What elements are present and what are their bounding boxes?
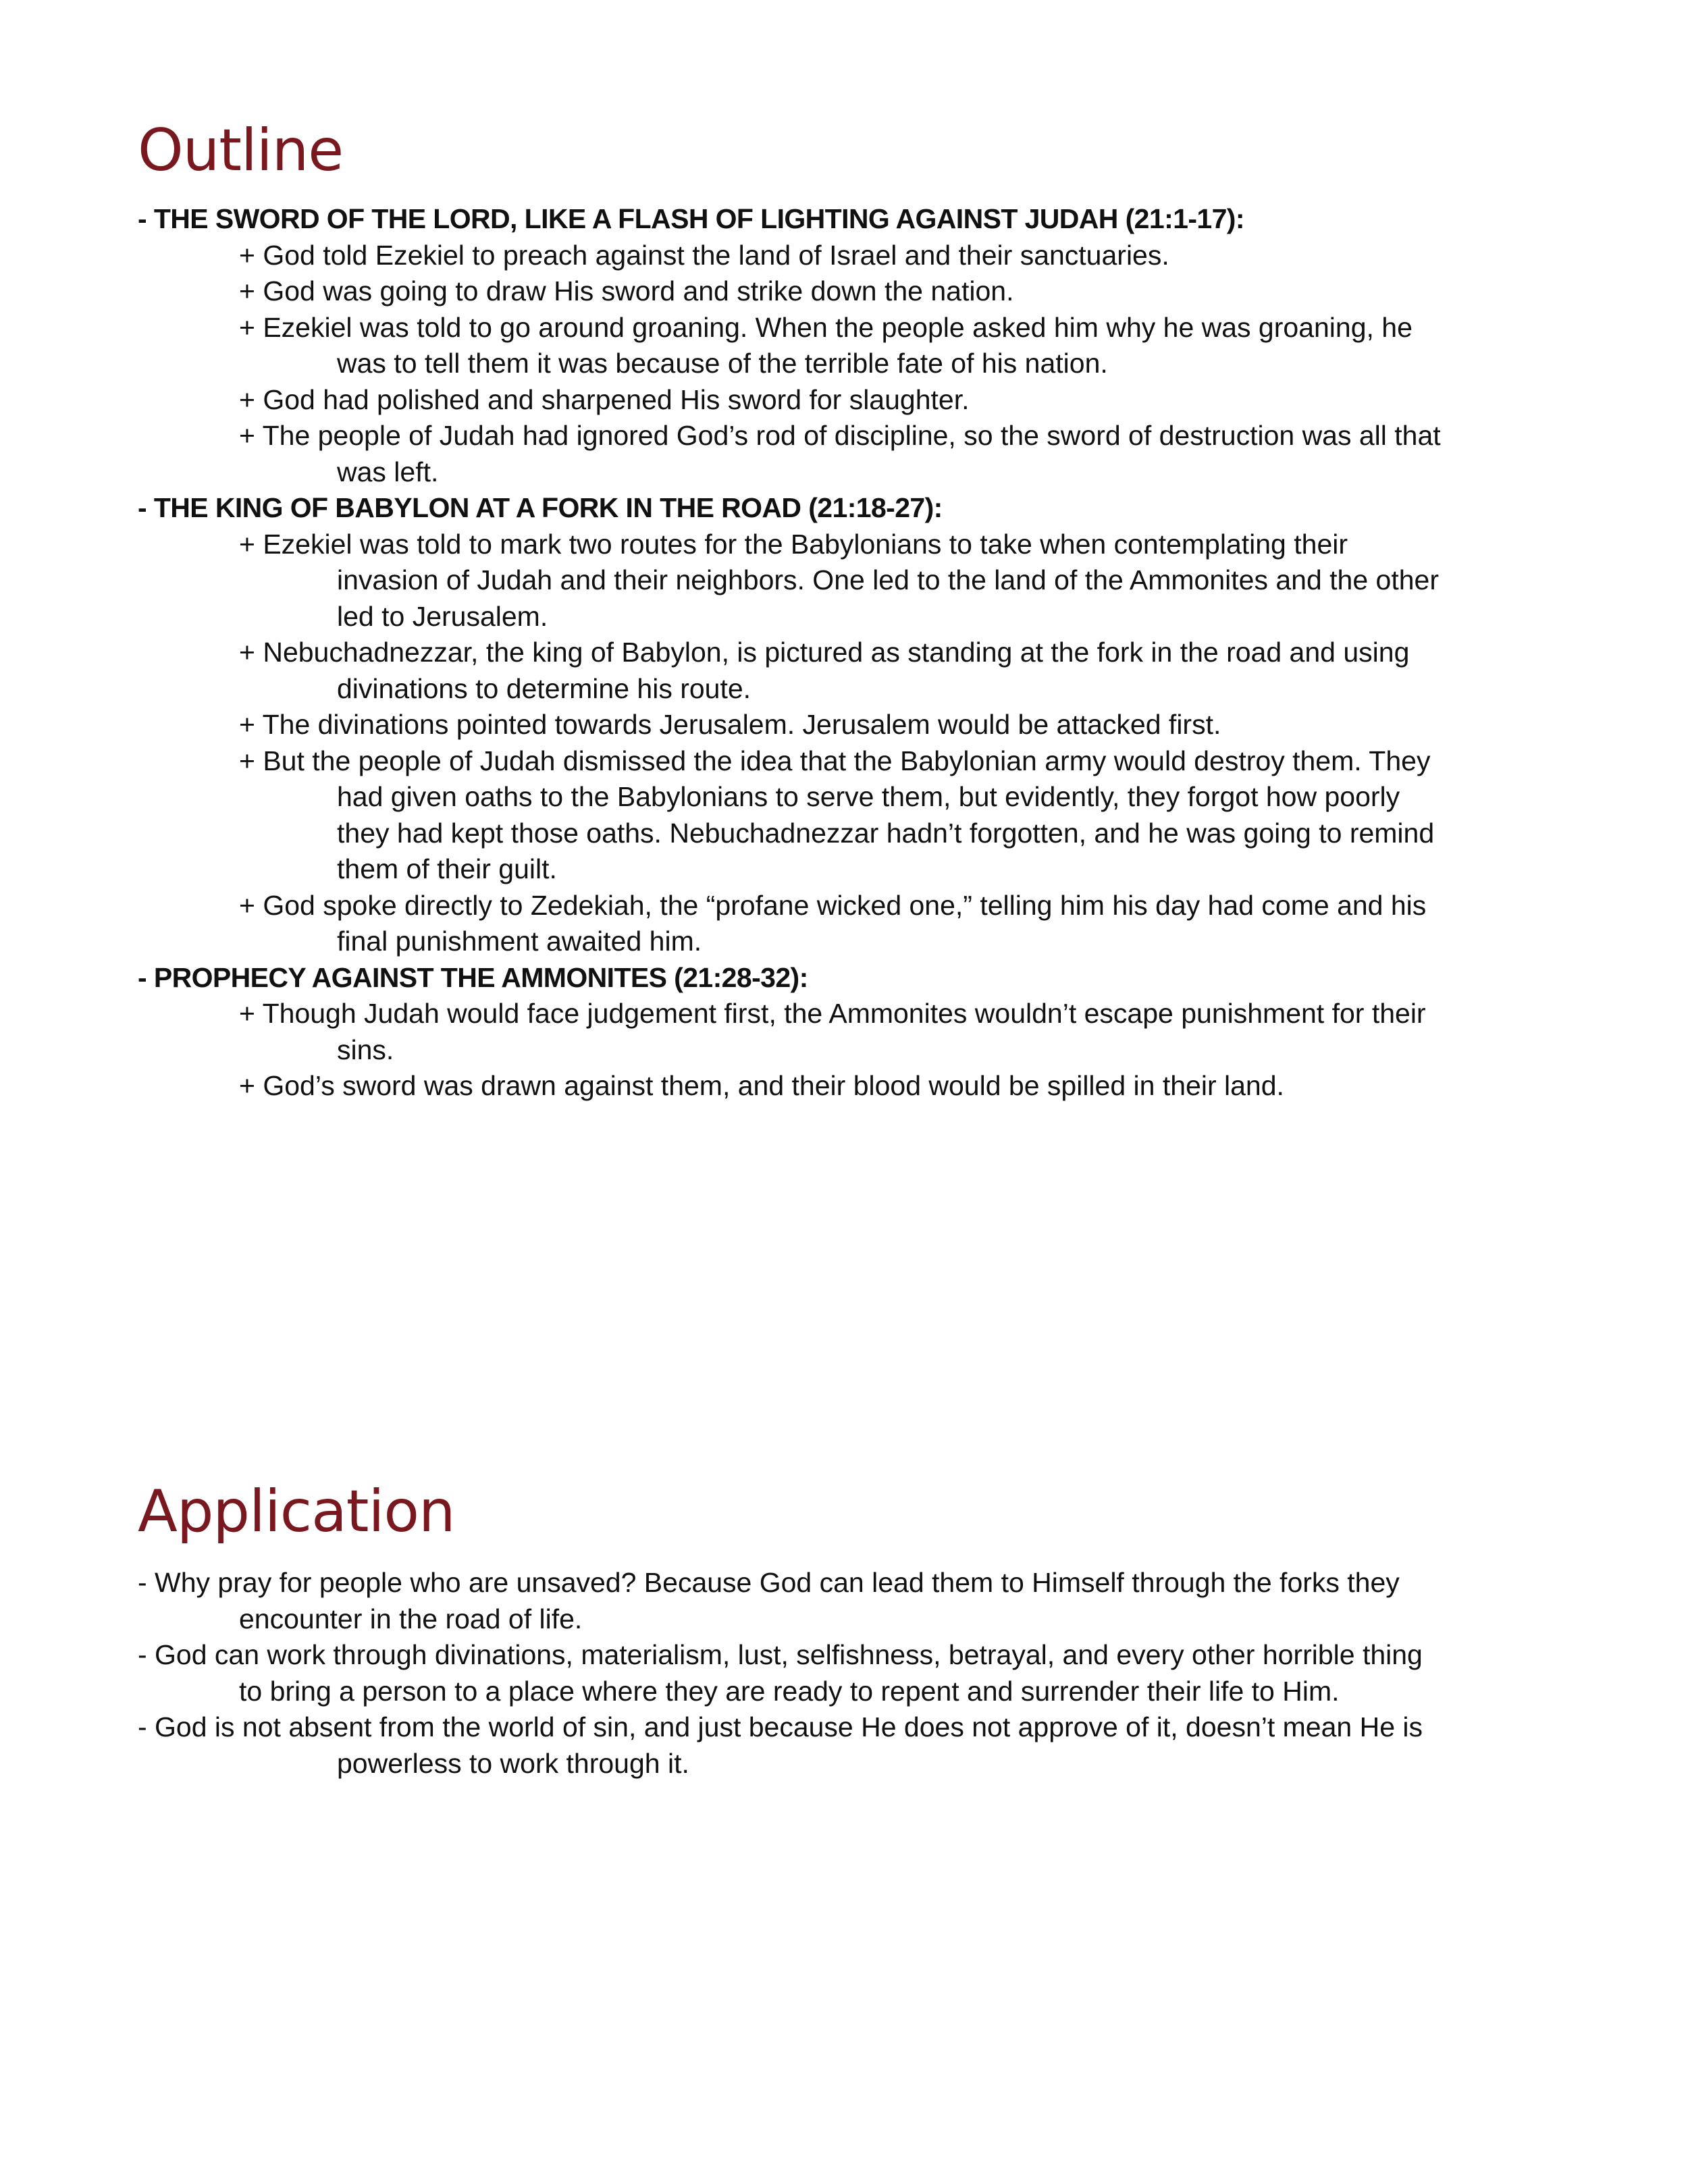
outline-bullet-continuation: divinations to determine his route. [337,672,751,704]
application-heading: Application [138,1478,455,1545]
application-item-continuation: to bring a person to a place where they are ready to repent and surrender their life to Him. [239,1675,1340,1707]
outline-section-heading: - THE SWORD OF THE LORD, LIKE A FLASH OF LIGHTING AGAINST JUDAH (21:1-17): [138,203,1244,234]
outline-list [138,201,1569,1104]
outline-bullet: + God spoke directly to Zedekiah, the “profane wicked one,” telling him his day had come and his [239,889,1427,921]
outline-bullet-continuation: final punishment awaited him. [337,926,702,957]
outline-section-heading: - PROPHECY AGAINST THE AMMONITES (21:28-32): [138,961,808,993]
outline-bullet-continuation: had given oaths to the Babylonians to serve them, but evidently, they forgot how poorly [337,781,1400,812]
outline-bullet-continuation: them of their guilt. [337,853,557,884]
outline-bullet: + The divinations pointed towards Jerusalem. Jerusalem would be attacked first. [239,709,1221,740]
outline-bullet-continuation: sins. [337,1034,394,1065]
application-item-continuation: powerless to work through it. [337,1747,689,1779]
application-item: - Why pray for people who are unsaved? Because God can lead them to Himself through the forks they [138,1567,1400,1598]
outline-bullet: + But the people of Judah dismissed the idea that the Babylonian army would destroy them. They [239,745,1431,776]
outline-bullet-continuation: was left. [337,456,439,487]
outline-bullet: + The people of Judah had ignored God’s rod of discipline, so the sword of destruction was all that [239,420,1441,451]
outline-bullet: + Ezekiel was told to mark two routes for the Babylonians to take when contemplating their [239,528,1348,560]
outline-heading: Outline [138,117,344,184]
outline-bullet: + God had polished and sharpened His sword for slaughter. [239,383,970,415]
outline-section-heading: - THE KING OF BABYLON AT A FORK IN THE ROAD (21:18-27): [138,492,943,523]
application-list [138,1565,1569,1782]
outline-bullet-continuation: was to tell them it was because of the terrible fate of his nation. [337,348,1108,379]
outline-bullet: + Ezekiel was told to go around groaning. When the people asked him why he was groaning, he [239,311,1413,343]
application-item: - God is not absent from the world of sin, and just because He does not approve of it, doesn’t mean He is [138,1711,1423,1742]
outline-bullet-continuation: led to Jerusalem. [337,600,548,632]
application-item-continuation: encounter in the road of life. [239,1603,583,1634]
outline-bullet: + God was going to draw His sword and strike down the nation. [239,275,1014,307]
application-item: - God can work through divinations, materialism, lust, selfishness, betrayal, and every other horrible thing [138,1639,1423,1670]
outline-bullet-continuation: they had kept those oaths. Nebuchadnezzar hadn’t forgotten, and he was going to remind [337,817,1435,849]
outline-bullet: + Nebuchadnezzar, the king of Babylon, is pictured as standing at the fork in the road and using [239,637,1410,668]
outline-bullet-continuation: invasion of Judah and their neighbors. One led to the land of the Ammonites and the other [337,564,1439,595]
outline-bullet: + God’s sword was drawn against them, and their blood would be spilled in their land. [239,1070,1284,1101]
outline-bullet: + God told Ezekiel to preach against the land of Israel and their sanctuaries. [239,239,1169,271]
outline-bullet: + Though Judah would face judgement first, the Ammonites wouldn’t escape punishment for their [239,998,1426,1029]
